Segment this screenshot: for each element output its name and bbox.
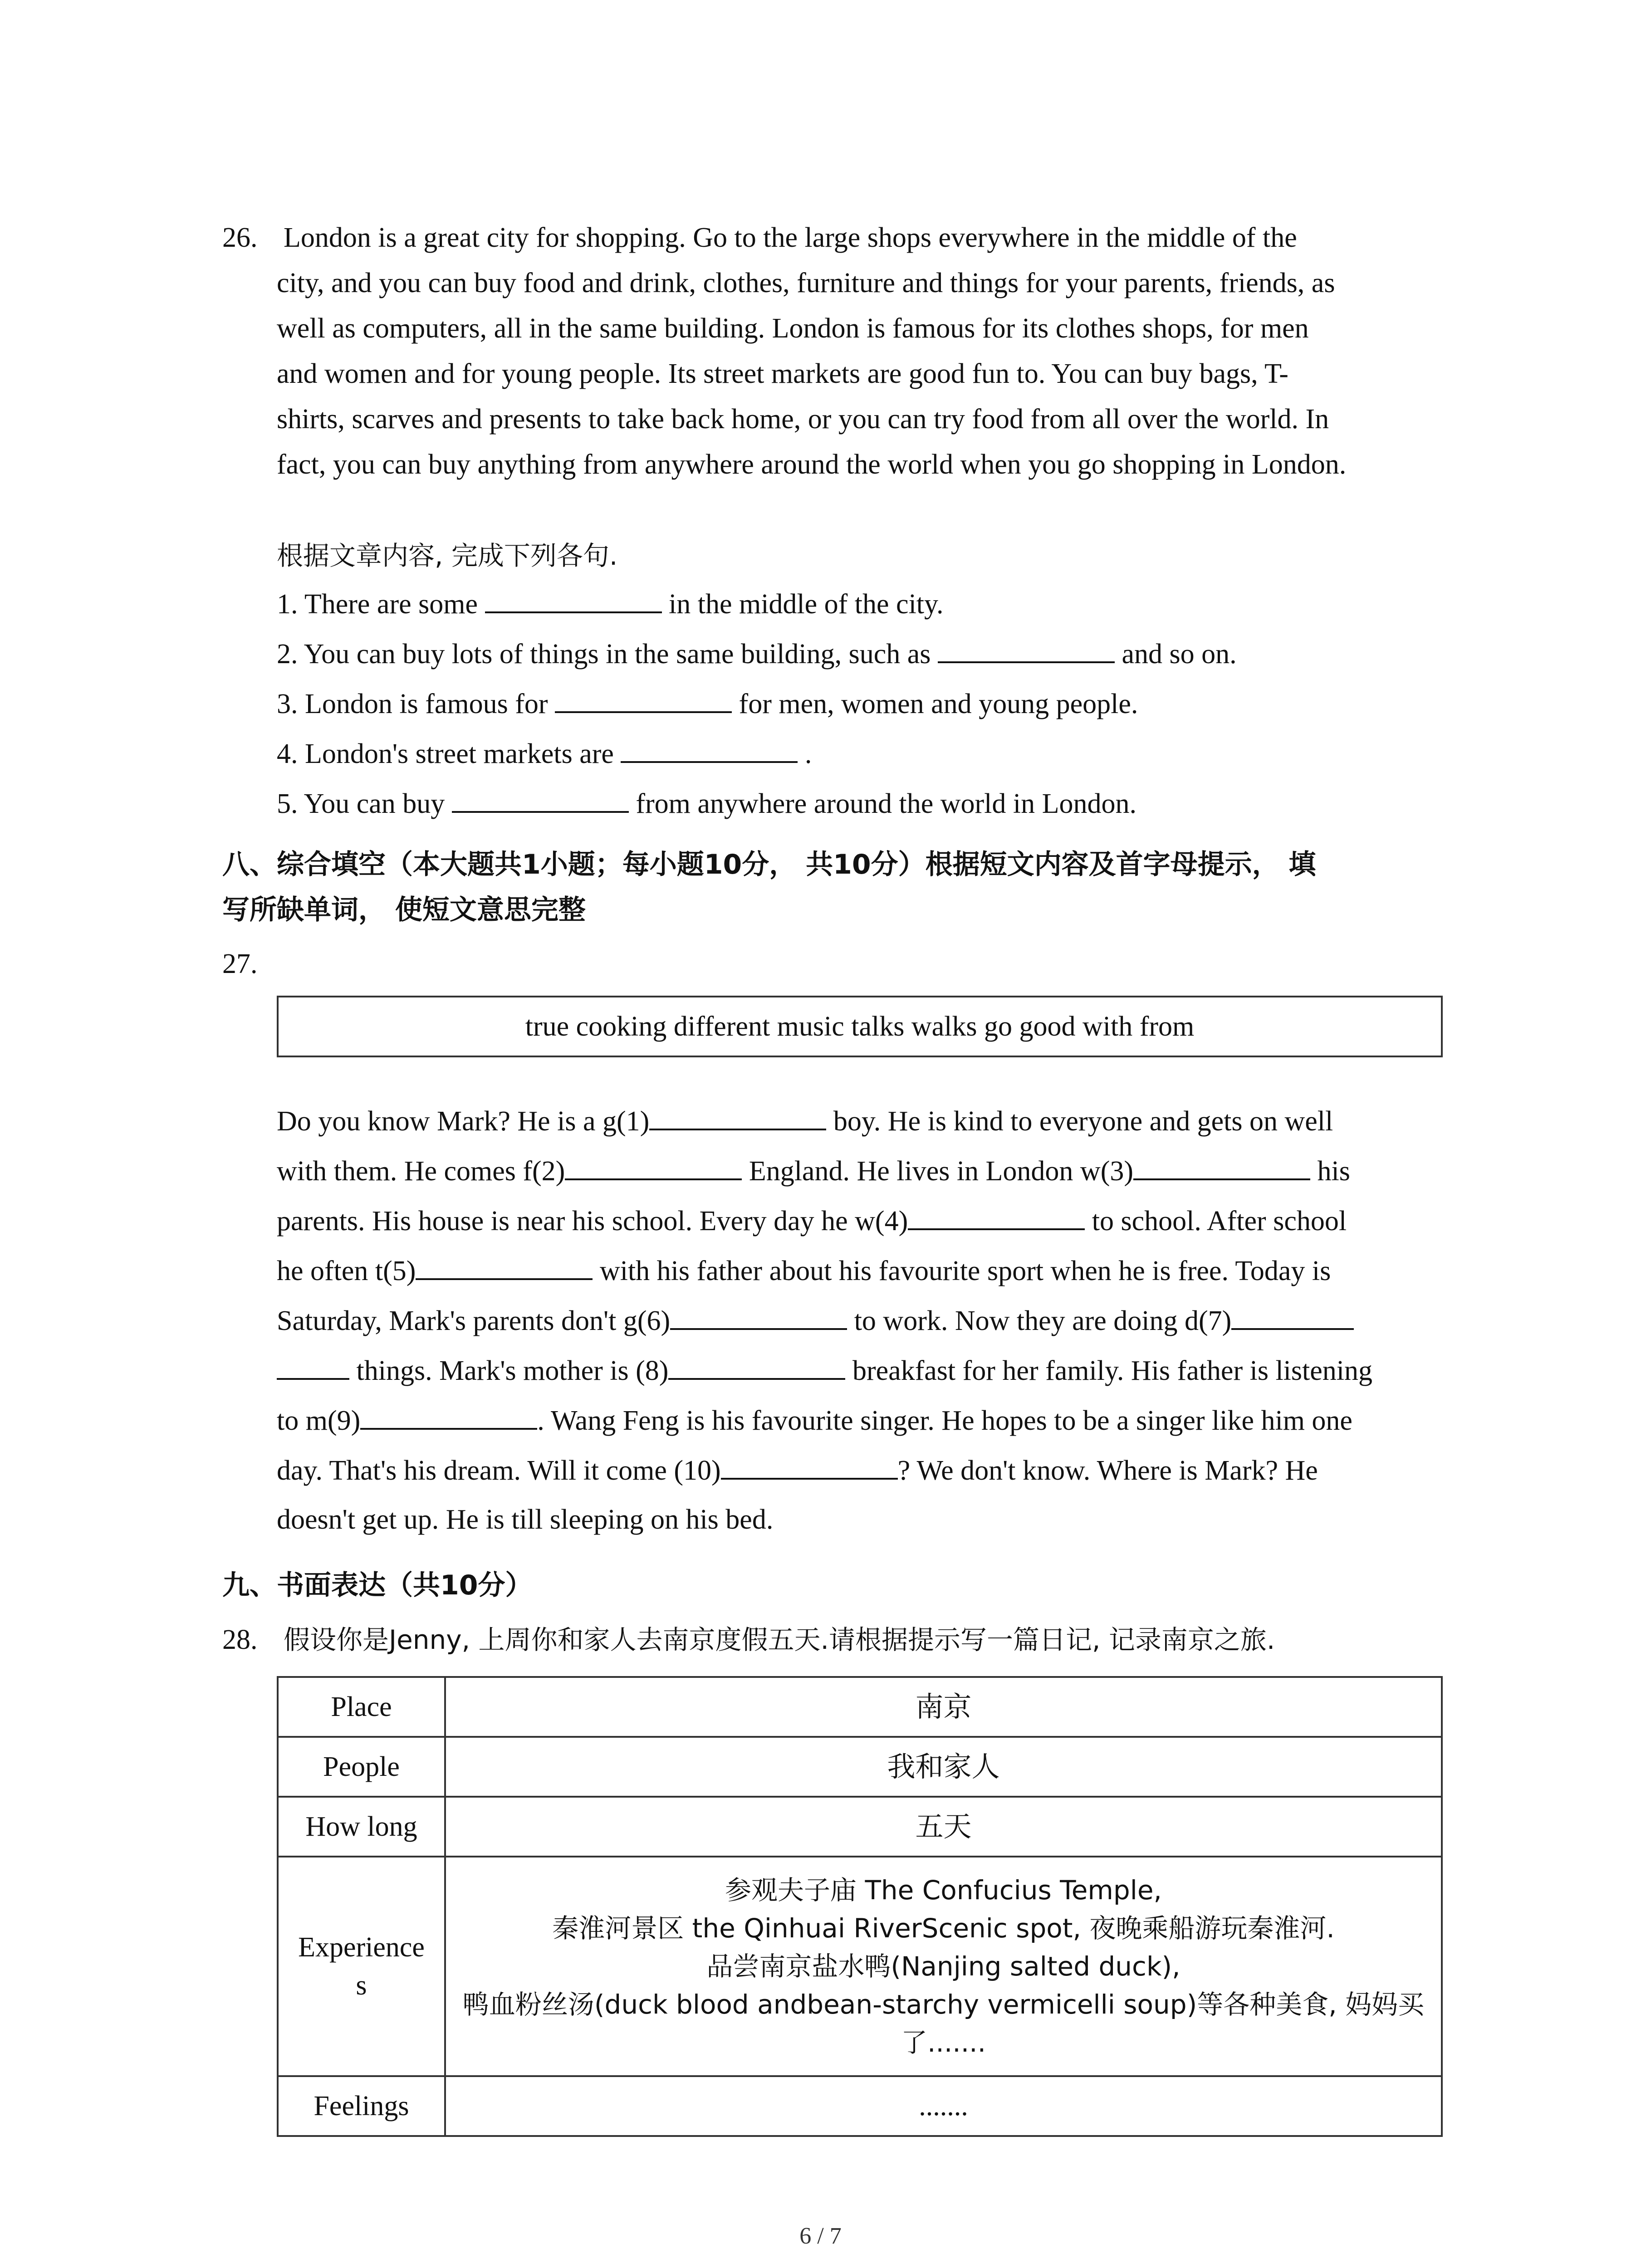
q26-item-3-before: 3. London is famous for xyxy=(277,689,555,719)
q27-text: parents. His house is near his school. Every day he w(4) xyxy=(277,1206,908,1237)
q26-item-4 xyxy=(277,736,812,772)
q27-text: doesn't get up. He is till sleeping on his bed. xyxy=(277,1504,774,1535)
experience-line-2: 秦淮河景区 the Qinhuai RiverScenic spot, 夜晚乘船游玩秦淮河. xyxy=(552,1913,1335,1944)
experiences-label-line-1: Experience xyxy=(298,1932,425,1963)
people-value: 我和家人 xyxy=(445,1737,1442,1797)
table-row xyxy=(278,1737,1442,1797)
q27-text: Do you know Mark? He is a g(1) xyxy=(277,1106,650,1137)
q26-item-4-after: . xyxy=(798,738,812,769)
answer-blank[interactable] xyxy=(555,686,732,713)
answer-blank-2[interactable] xyxy=(565,1153,742,1180)
q27-text: breakfast for her family. His father is listening xyxy=(845,1355,1372,1386)
answer-blank-8[interactable] xyxy=(668,1353,845,1380)
experience-line-1: 参观夫子庙 The Confucius Temple, xyxy=(725,1875,1162,1906)
q26-item-1-after: in the middle of the city. xyxy=(661,589,944,620)
q27-text: Saturday, Mark's parents don't g(6) xyxy=(277,1305,671,1336)
answer-blank-4[interactable] xyxy=(908,1203,1085,1230)
answer-blank[interactable] xyxy=(485,586,662,613)
experience-line-3: 品尝南京盐水鸭(Nanjing salted duck), xyxy=(706,1951,1181,1982)
q26-passage-line-6: fact, you can buy anything from anywhere around the world when you go shopping in London. xyxy=(277,449,1347,480)
experiences-label-line-2: s xyxy=(356,1970,367,2001)
diary-info-table xyxy=(277,1676,1443,2137)
people-label: People xyxy=(278,1737,445,1797)
q26-item-5-after: from anywhere around the world in London. xyxy=(628,788,1136,819)
q26-item-2-after: and so on. xyxy=(1114,639,1237,670)
q26-item-3-after: for men, women and young people. xyxy=(732,689,1138,719)
how-long-value: 五天 xyxy=(445,1797,1442,1857)
answer-blank-5[interactable] xyxy=(416,1253,593,1280)
q27-text: things. Mark's mother is (8) xyxy=(349,1355,669,1386)
q27-line-7 xyxy=(277,1403,1352,1439)
q27-text: with his father about his favourite sport when he is free. Today is xyxy=(593,1256,1331,1286)
q26-passage-line-1: London is a great city for shopping. Go to the large shops everywhere in the middle of the xyxy=(284,222,1297,253)
q26-passage-line-4: and women and for young people. Its street markets are good fun to. You can buy bags, T- xyxy=(277,358,1288,389)
answer-blank-10[interactable] xyxy=(721,1452,898,1480)
place-value: 南京 xyxy=(445,1677,1442,1737)
q27-text: his xyxy=(1310,1156,1350,1187)
q27-text: he often t(5) xyxy=(277,1256,416,1286)
q27-text: boy. He is kind to everyone and gets on well xyxy=(826,1106,1333,1137)
place-label: Place xyxy=(278,1677,445,1737)
q27-text: day. That's his dream. Will it come (10) xyxy=(277,1455,721,1486)
q26-passage-line-5: shirts, scarves and presents to take back home, or you can try food from all over the world. In xyxy=(277,404,1329,435)
q27-line-3 xyxy=(277,1203,1347,1239)
word-bank: true cooking different music talks walks go good with from xyxy=(525,1011,1195,1042)
table-row xyxy=(278,1677,1442,1737)
q26-item-2 xyxy=(277,636,1237,672)
q26-number: 26. xyxy=(222,222,258,253)
q26-item-2-before: 2. You can buy lots of things in the same building, such as xyxy=(277,639,938,670)
page-number: 6 / 7 xyxy=(799,2223,842,2249)
table-row xyxy=(278,1857,1442,2076)
answer-blank[interactable] xyxy=(452,786,629,813)
q28-number: 28. xyxy=(222,1624,258,1655)
q26-item-1-before: 1. There are some xyxy=(277,589,485,620)
table-row xyxy=(278,1797,1442,1857)
experiences-label xyxy=(278,1857,445,2076)
answer-blank-1[interactable] xyxy=(649,1103,826,1130)
q27-number: 27. xyxy=(222,948,258,979)
q27-text: England. He lives in London w(3) xyxy=(742,1156,1133,1187)
q27-text: ? We don't know. Where is Mark? He xyxy=(897,1455,1318,1486)
experience-line-5: 了....... xyxy=(901,2027,986,2058)
q27-line-1 xyxy=(277,1103,1333,1139)
q27-text: with them. He comes f(2) xyxy=(277,1156,565,1187)
section-8-heading-line-2: 写所缺单词， 使短文意思完整 xyxy=(222,894,586,926)
q26-item-5-before: 5. You can buy xyxy=(277,788,452,819)
answer-blank-7-part-1[interactable] xyxy=(1231,1303,1354,1330)
word-bank-box xyxy=(277,996,1443,1057)
q27-line-6 xyxy=(277,1353,1372,1389)
section-9-heading: 九、书面表达（共10分） xyxy=(222,1569,533,1601)
q27-text: to work. Now they are doing d(7) xyxy=(847,1305,1232,1336)
answer-blank-3[interactable] xyxy=(1133,1153,1310,1180)
q26-item-3 xyxy=(277,686,1138,722)
q28-prompt: 假设你是Jenny, 上周你和家人去南京度假五天.请根据提示写一篇日记, 记录南京之旅. xyxy=(284,1624,1275,1655)
q27-text: to m(9) xyxy=(277,1405,361,1436)
feelings-value: ....... xyxy=(445,2076,1442,2136)
q27-line-2 xyxy=(277,1153,1350,1189)
q27-line-4 xyxy=(277,1253,1331,1289)
q27-text: to school. After school xyxy=(1085,1206,1347,1237)
answer-blank-7-part-2[interactable] xyxy=(277,1353,349,1380)
q26-instruction: 根据文章内容, 完成下列各句. xyxy=(277,540,618,571)
q26-item-1 xyxy=(277,586,944,622)
q26-passage-line-3: well as computers, all in the same building. London is famous for its clothes shops, for men xyxy=(277,313,1309,344)
q27-line-5 xyxy=(277,1303,1354,1339)
q26-item-5 xyxy=(277,786,1136,822)
how-long-label: How long xyxy=(278,1797,445,1857)
q26-passage-line-2: city, and you can buy food and drink, clothes, furniture and things for your parents, friends, as xyxy=(277,268,1335,298)
answer-blank-6[interactable] xyxy=(670,1303,847,1330)
q27-line-9 xyxy=(277,1501,773,1538)
q26-item-4-before: 4. London's street markets are xyxy=(277,738,621,769)
answer-blank[interactable] xyxy=(621,736,798,763)
q27-text: . Wang Feng is his favourite singer. He hopes to be a singer like him one xyxy=(537,1405,1352,1436)
q27-line-8 xyxy=(277,1452,1318,1489)
answer-blank-9[interactable] xyxy=(360,1403,537,1430)
experience-line-4: 鸭血粉丝汤(duck blood andbean-starchy vermicelli soup)等各种美食, 妈妈买 xyxy=(462,1989,1425,2020)
experiences-value xyxy=(445,1857,1442,2076)
answer-blank[interactable] xyxy=(938,636,1115,663)
table-row xyxy=(278,2076,1442,2136)
feelings-label: Feelings xyxy=(278,2076,445,2136)
section-8-heading-line-1: 八、综合填空（本大题共1小题；每小题10分， 共10分）根据短文内容及首字母提示， 填 xyxy=(222,849,1316,880)
